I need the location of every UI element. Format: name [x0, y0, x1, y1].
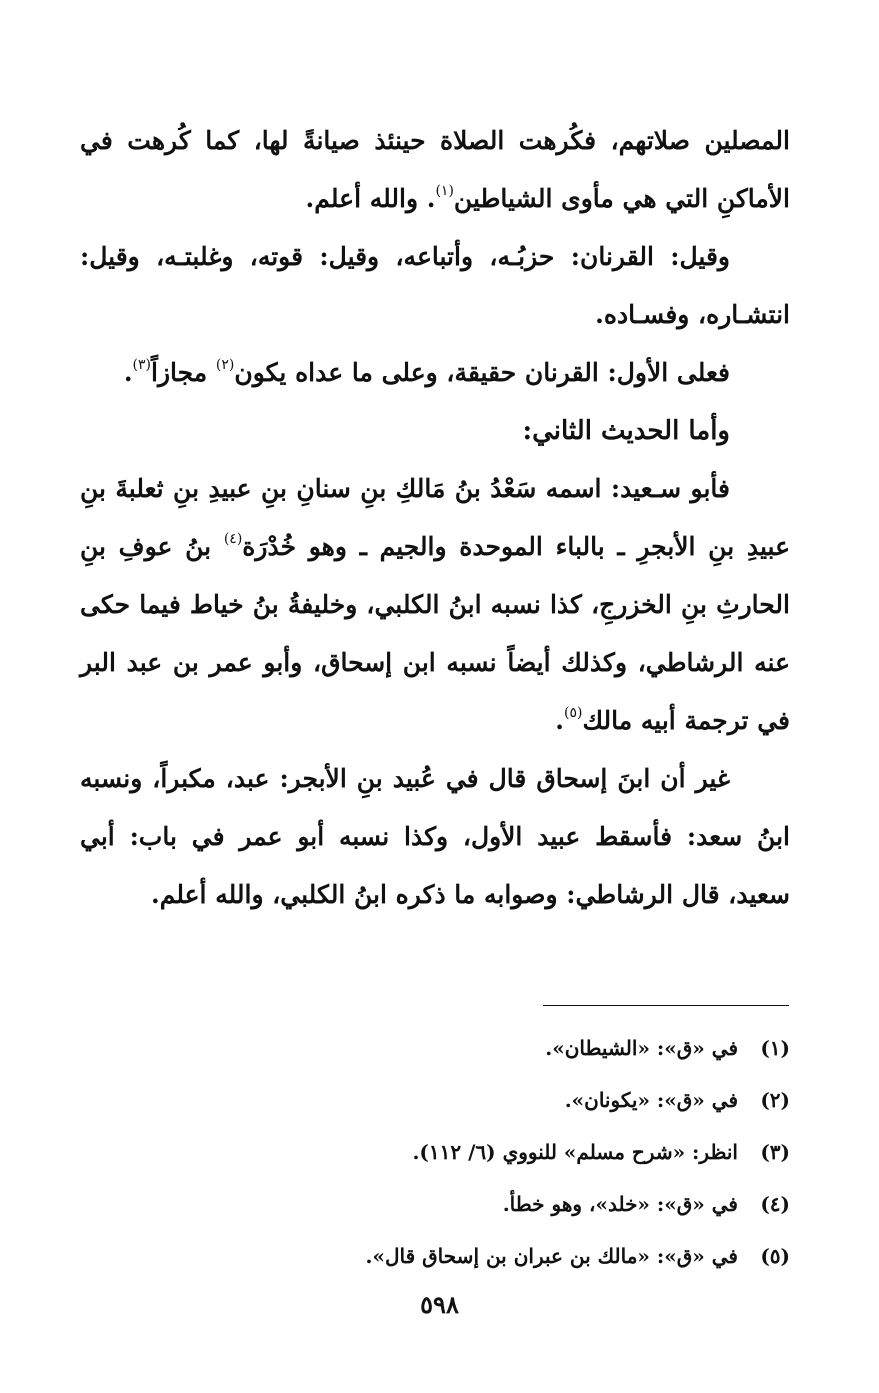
paragraph-4-tail: .: [555, 706, 565, 735]
paragraph-3: [80, 344, 790, 402]
footnote-number: (٢): [760, 1088, 790, 1112]
footnote-text: في «ق»: «خلد»، وهو خطأ.: [502, 1192, 738, 1216]
footnote-2: [300, 1074, 790, 1126]
paragraph-1: [80, 112, 790, 228]
footnote-number: (٣): [760, 1140, 790, 1164]
footnote-number: (١): [760, 1036, 790, 1060]
footnote-ref-5[interactable]: (٥): [564, 705, 583, 721]
paragraph-4-lead: فأبو سـعيد:: [610, 474, 730, 503]
footnote-ref-3[interactable]: (٣): [132, 357, 151, 373]
footnote-text: في «ق»: «يكونان».: [564, 1088, 738, 1112]
footnote-ref-4[interactable]: (٤): [223, 531, 243, 547]
paragraph-3-text2: مجازاً: [151, 358, 216, 387]
footnote-text: في «ق»: «الشيطان».: [545, 1036, 738, 1060]
paragraph-1-tail: . والله أعلم.: [305, 184, 436, 213]
paragraph-5: [80, 750, 790, 924]
paragraph-5-text: غير أن ابنَ إسحاق قال في عُبيد بنِ الأبجر: عبد، مكبراً، ونسبه ابنُ سعد: فأسقط عبيد الأول، وكذا نسبه أبو عمر في باب: أبي سعيد، قال الرشاطي: وصوابه ما ذكره ابنُ الكلبي، والله أعلم.: [80, 764, 790, 909]
footnote-3: [300, 1126, 790, 1178]
paragraph-2-text: وقيل: القرنان: حزبُـه، وأتباعه، وقيل: قوته، وغلبتـه، وقيل: انتشـاره، وفسـاده.: [80, 242, 790, 329]
paragraph-4-text2: بنُ عوفِ بنِ الحارثِ بنِ الخزرجِ، كذا نسبه ابنُ الكلبي، وخليفةُ بنُ خياط فيما حكى عنه الرشاطي، وكذلك أيضاً نسبه ابن إسحاق، وأبو عمر بن عبد البر في ترجمة أبيه مالك: [80, 532, 790, 735]
footnote-5: [300, 1230, 790, 1282]
section-heading: وأما الحديث الثاني:: [522, 416, 730, 446]
paragraph-4-text: اسمه سَعْدُ بنُ مَالكِ بنِ سنانِ بنِ عبيدِ بنِ ثعلبةَ بنِ عبيدِ بنِ الأبجرِ ـ بالباء الموحدة والجيم ـ وهو خُدْرَة: [80, 474, 790, 561]
paragraph-3-tail: .: [123, 358, 133, 387]
footnote-1: [300, 1022, 790, 1074]
footnote-ref-1[interactable]: (١): [435, 183, 454, 199]
paragraph-4: [80, 460, 790, 750]
footnote-number: (٥): [760, 1244, 790, 1268]
footnote-text: انظر: «شرح مسلم» للنووي (٦/ ١١٢).: [412, 1140, 738, 1164]
footnote-number: (٤): [760, 1192, 790, 1216]
footnotes: [300, 1022, 790, 1282]
main-text: [80, 112, 790, 924]
page-number: ٥٩٨: [420, 1290, 459, 1319]
footnote-separator: [543, 1005, 789, 1006]
paragraph-3-text: فعلى الأول: القرنان حقيقة، وعلى ما عداه يكون: [234, 358, 730, 387]
footnote-ref-2[interactable]: (٢): [215, 357, 235, 373]
footnote-4: [300, 1178, 790, 1230]
footnote-text: في «ق»: «مالك بن عبران بن إسحاق قال».: [365, 1244, 738, 1268]
paragraph-1-text: المصلين صلاتهم، فكُرهت الصلاة حينئذ صيانةً لها، كما كُرهت في الأماكنِ التي هي مأوى الشياطين: [80, 126, 790, 213]
paragraph-2: [80, 228, 790, 344]
